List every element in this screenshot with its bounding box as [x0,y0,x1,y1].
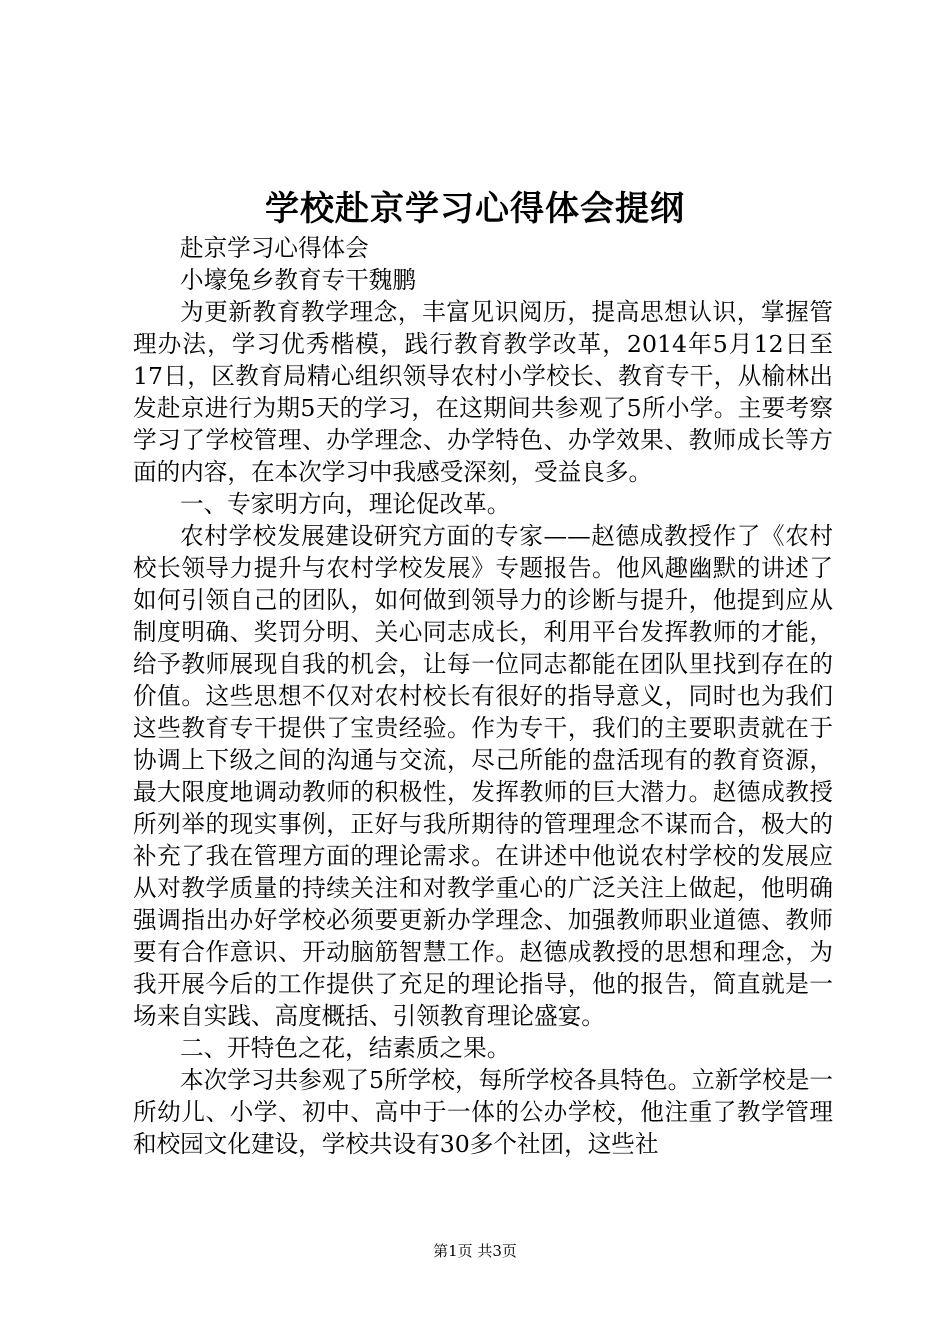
section-heading-1: 一、专家明方向，理论促改革。 [180,490,511,518]
paragraph-intro: 为更新教育教学理念，丰富见识阅历，提高思想认识，掌握管理办法，学习优秀楷模，践行教育教学改革，2014年5月12日至17日，区教育局精心组织领导农村小学校长、教育专干，从榆林出发赴京进行为期5天的学习，在这期间共参观了5所小学。主要考察学习了学校管理、办学理念、办学特色、办学效果、教师成长等方面的内容，在本次学习中我感受深刻，受益良多。 [133,298,833,486]
subtitle: 赴京学习心得体会 [180,234,369,262]
author-line: 小壕兔乡教育专干魏鹏 [180,266,416,294]
document-body [133,232,833,1160]
section-heading-2: 二、开特色之花，结素质之果。 [180,1034,511,1062]
document-title: 学校赴京学习心得体会提纲 [265,189,685,229]
paragraph-section-1: 农村学校发展建设研究方面的专家——赵德成教授作了《农村校长领导力提升与农村学校发展》专题报告。他风趣幽默的讲述了如何引领自己的团队，如何做到领导力的诊断与提升，他提到应从制度明确、奖罚分明、关心同志成长，利用平台发挥教师的才能，给予教师展现自我的机会，让每一位同志都能在团队里找到存在的价值。这些思想不仅对农村校长有很好的指导意义，同时也为我们这些教育专干提供了宝贵经验。作为专干，我们的主要职责就在于协调上下级之间的沟通与交流，尽己所能的盘活现有的教育资源，最大限度地调动教师的积极性，发挥教师的巨大潜力。赵德成教授所列举的现实事例，正好与我所期待的管理理念不谋而合，极大的补充了我在管理方面的理论需求。在讲述中他说农村学校的发展应从对教学质量的持续关注和对教学重心的广泛关注上做起，他明确强调指出办好学校必须要更新办学理念、加强教师职业道德、教师要有合作意识、开动脑筋智慧工作。赵德成教授的思想和理念，为我开展今后的工作提供了充足的理论指导，他的报告，简直就是一场来自实践、高度概括、引领教育理论盛宴。 [133,522,833,1030]
page-footer: 第1页 共3页 [433,1242,517,1260]
paragraph-section-2: 本次学习共参观了5所学校，每所学校各具特色。立新学校是一所幼儿、小学、初中、高中于一体的公办学校，他注重了教学管理和校园文化建设，学校共设有30多个社团，这些社 [133,1066,833,1158]
